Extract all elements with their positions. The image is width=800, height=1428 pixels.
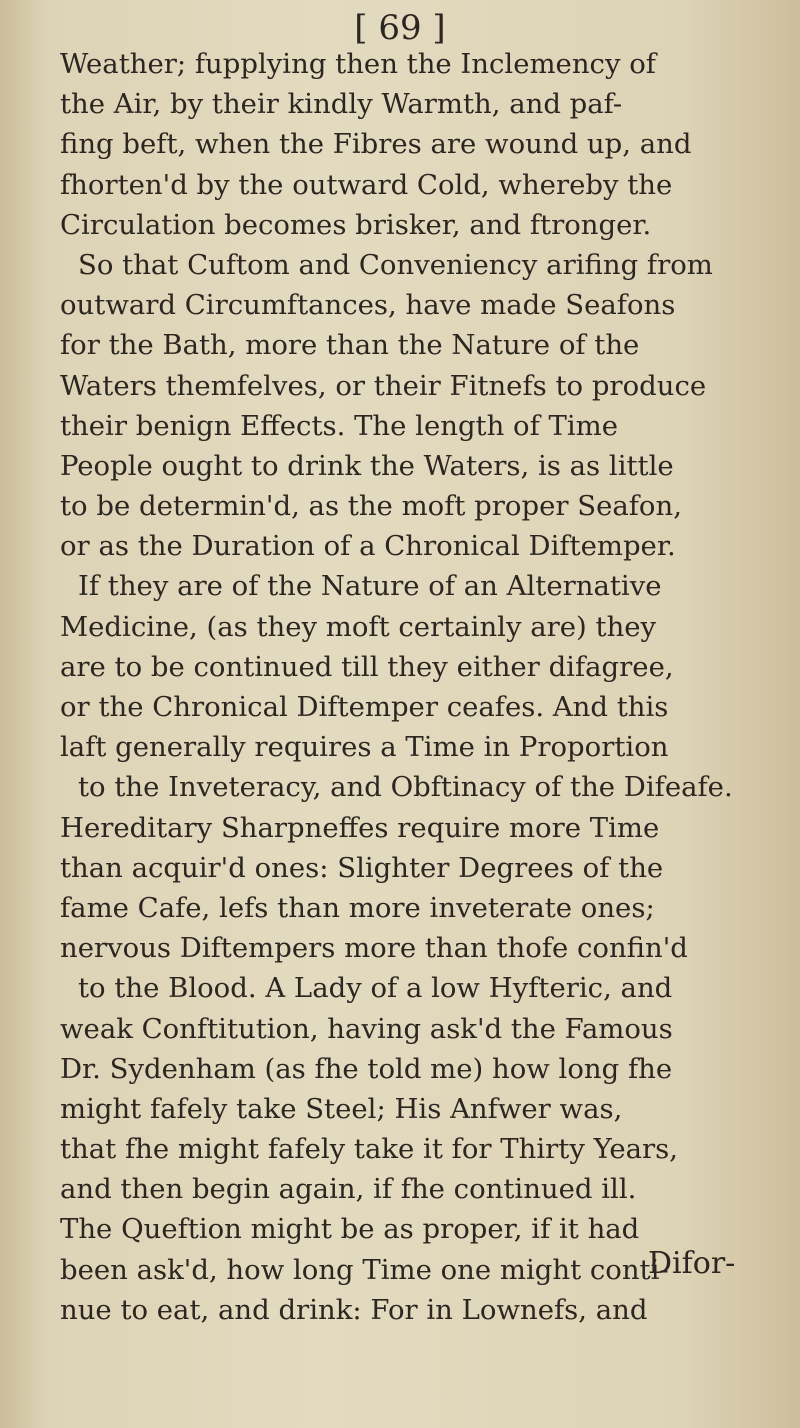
- text-line: Weather; fupplying then the Inclemency of: [60, 48, 656, 80]
- text-line: than acquir'd ones: Slighter Degrees of the: [60, 851, 664, 884]
- text-line: Waters themfelves, or their Fitnefs to produce: [60, 369, 707, 402]
- text-line: laft generally requires a Time in Proportion: [60, 731, 669, 764]
- text-line: might fafely take Steel; His Anfwer was,: [60, 1092, 623, 1125]
- text-line: If they are of the Nature of an Alternative: [78, 570, 662, 603]
- text-line: to the Blood. A Lady of a low Hyfteric, and: [78, 972, 673, 1005]
- text-line: been ask'd, how long Time one might conti-: [60, 1253, 669, 1286]
- text-line: are to be continued till they either difagree,: [60, 650, 674, 683]
- body-text: [60, 44, 780, 1330]
- text-line: Hereditary Sharpneffes require more Time: [60, 811, 660, 844]
- text-line: weak Conftitution, having ask'd the Famous: [60, 1012, 673, 1045]
- text-line: nue to eat, and drink: For in Lownefs, and: [60, 1293, 648, 1326]
- text-line: So that Cuftom and Conveniency arifing from: [78, 248, 713, 281]
- text-line: to the Inveteracy, and Obftinacy of the Difeafe.: [78, 771, 733, 804]
- text-line: Medicine, (as they moft certainly are) they: [60, 610, 657, 643]
- text-line: People ought to drink the Waters, is as little: [60, 449, 674, 482]
- text-line: nervous Diftempers more than thofe confin'd: [60, 932, 688, 965]
- text-line: outward Circumftances, have made Seafons: [60, 289, 676, 322]
- text-line: or the Chronical Diftemper ceafes. And this: [60, 691, 669, 723]
- text-line: that fhe might fafely take it for Thirty Years,: [60, 1133, 679, 1166]
- text-line: to be determin'd, as the moft proper Seafon,: [60, 490, 682, 523]
- text-line: or as the Duration of a Chronical Diftemper.: [60, 530, 676, 563]
- text-line: fame Cafe, lefs than more inveterate ones;: [60, 891, 655, 924]
- text-line: fhorten'd by the outward Cold, whereby the: [60, 168, 673, 201]
- text-line: Circulation becomes brisker, and ftronger.: [60, 208, 652, 241]
- text-line: the Air, by their kindly Warmth, and paf-: [60, 88, 623, 121]
- text-line: and then begin again, if fhe continued ill.: [60, 1173, 637, 1206]
- text-line: their benign Effects. The length of Time: [60, 409, 619, 442]
- text-line: The Queftion might be as proper, if it had: [60, 1213, 640, 1246]
- text-line: for the Bath, more than the Nature of the: [60, 329, 640, 362]
- catchword: Difor-: [648, 1246, 736, 1281]
- text-line: fing beft, when the Fibres are wound up, and: [60, 128, 692, 161]
- text-line: Dr. Sydenham (as fhe told me) how long fhe: [60, 1052, 673, 1085]
- page-number: [ 69 ]: [354, 8, 446, 48]
